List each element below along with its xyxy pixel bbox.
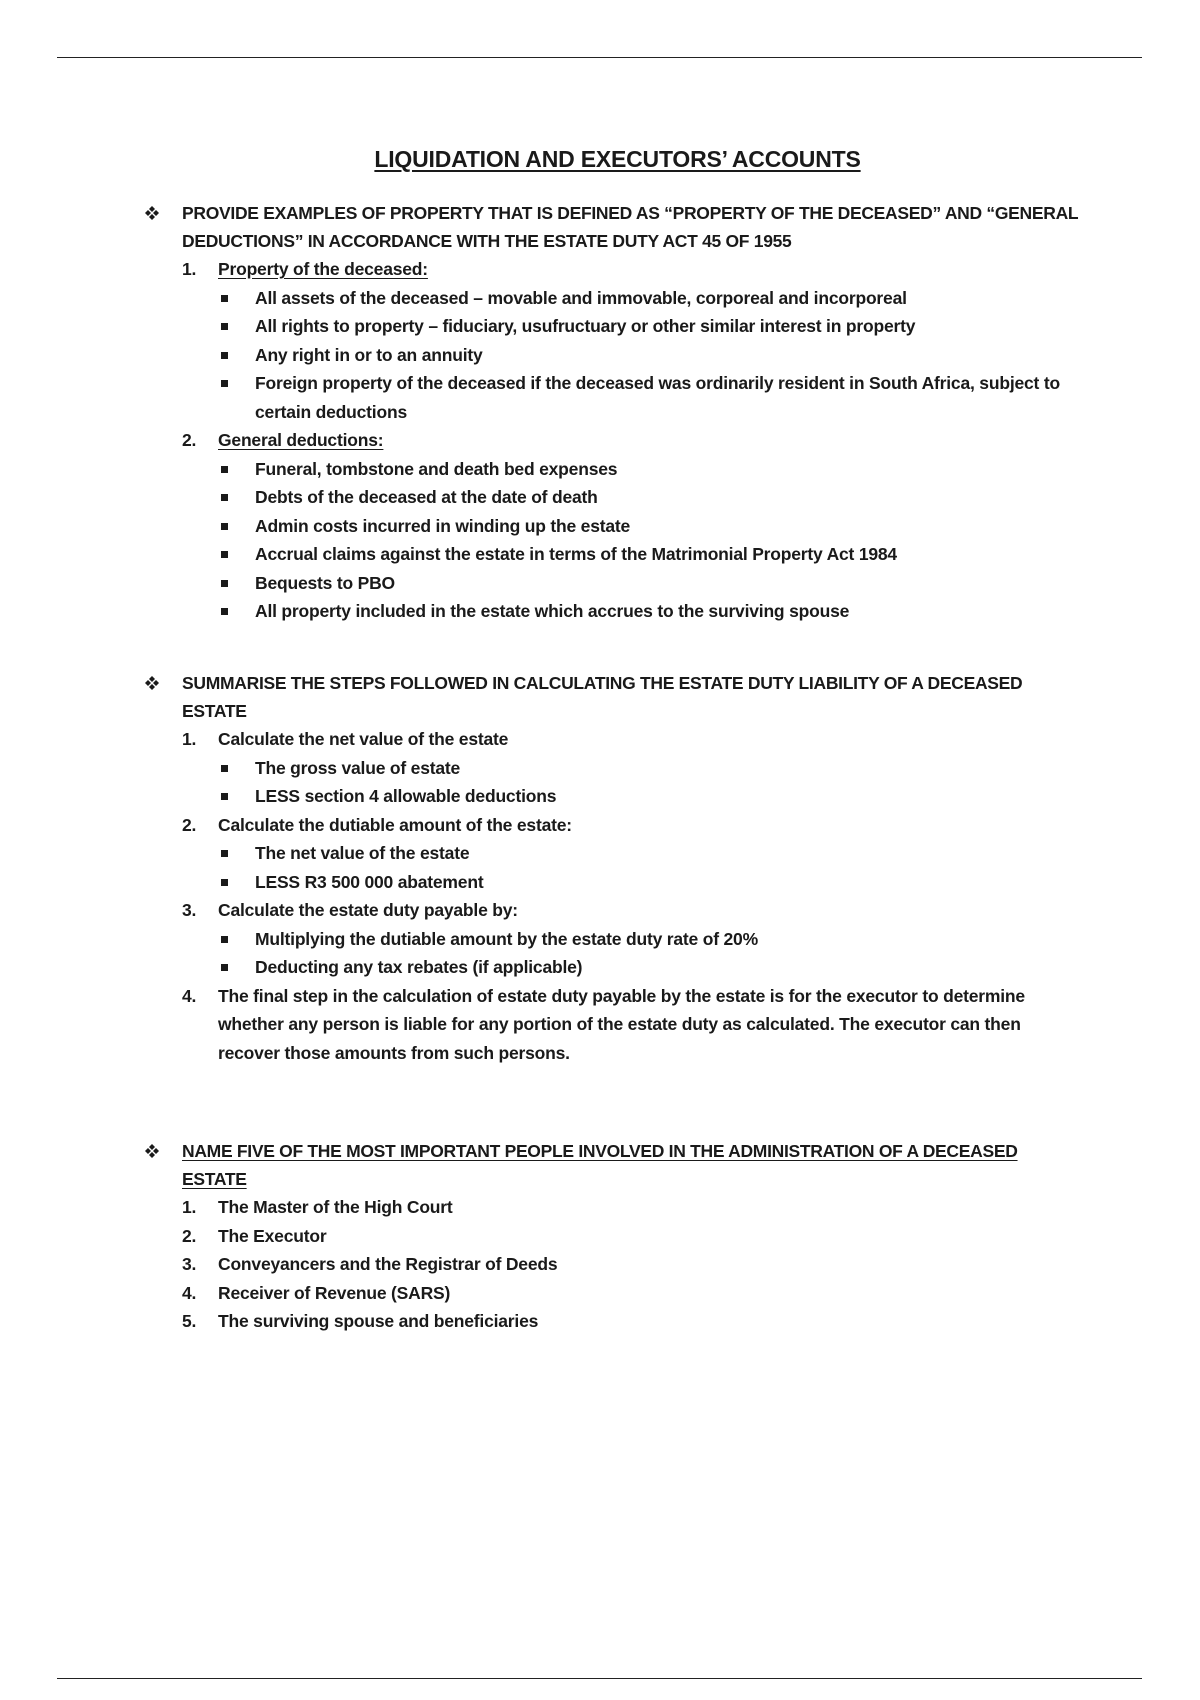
section-estate-duty-steps: [145, 669, 1085, 1067]
bullet-list: [145, 455, 1085, 626]
bullet-item: LESS R3 500 000 abatement: [145, 868, 1085, 897]
bullet-item: Bequests to PBO: [145, 569, 1085, 598]
item-heading: Property of the deceased:: [218, 259, 428, 279]
diamond-bullet-icon: [145, 206, 159, 220]
square-bullet-icon: [221, 765, 228, 772]
item-text: Receiver of Revenue (SARS): [218, 1282, 451, 1303]
list-item: [145, 896, 1085, 982]
item-heading: Calculate the net value of the estate: [218, 729, 509, 749]
footer-rule: [57, 1678, 1142, 1679]
bullet-list: [145, 754, 1085, 811]
section-question-text: NAME FIVE OF THE MOST IMPORTANT PEOPLE INVOLVED IN THE ADMINISTRATION OF A DECEASED ESTATE: [182, 1141, 1018, 1189]
bullet-item: Deducting any tax rebates (if applicable): [145, 953, 1085, 982]
list-item: [145, 1307, 1085, 1336]
item-number: 2.: [182, 814, 197, 835]
item-number: 5.: [182, 1311, 197, 1331]
item-text: The Executor: [218, 1225, 327, 1246]
square-bullet-icon: [221, 850, 228, 857]
item-number: 3.: [182, 1254, 197, 1274]
bullet-list: [145, 284, 1085, 427]
item-heading: General deductions:: [218, 430, 384, 450]
bullet-item: Accrual claims against the estate in terms of the Matrimonial Property Act 1984: [145, 540, 1085, 569]
item-heading: Calculate the dutiable amount of the estate:: [218, 814, 572, 835]
square-bullet-icon: [221, 936, 228, 943]
header-rule: [57, 57, 1142, 58]
item-text: The surviving spouse and beneficiaries: [218, 1311, 539, 1331]
square-bullet-icon: [221, 466, 228, 473]
section-question: [145, 199, 1085, 255]
bullet-item: The gross value of estate: [145, 754, 1085, 783]
square-bullet-icon: [221, 551, 228, 558]
numbered-list: [145, 725, 1085, 1067]
list-item: [145, 1193, 1085, 1222]
square-bullet-icon: [221, 793, 228, 800]
list-item: [145, 255, 1085, 426]
bullet-item: All property included in the estate which accrues to the surviving spouse: [145, 597, 1085, 626]
bullet-item: All rights to property – fiduciary, usufructuary or other similar interest in property: [145, 312, 1085, 341]
item-number: 3.: [182, 900, 197, 920]
item-number: 2.: [182, 1225, 197, 1246]
numbered-list: [145, 1193, 1085, 1336]
square-bullet-icon: [221, 352, 228, 359]
item-text: Conveyancers and the Registrar of Deeds: [218, 1254, 558, 1274]
item-number: 1.: [182, 729, 197, 749]
list-item: [145, 725, 1085, 811]
item-number: 4.: [182, 1282, 197, 1303]
bullet-item: The net value of the estate: [145, 839, 1085, 868]
square-bullet-icon: [221, 523, 228, 530]
bullet-item: Debts of the deceased at the date of death: [145, 483, 1085, 512]
section-important-people: [145, 1137, 1085, 1336]
bullet-item: Admin costs incurred in winding up the estate: [145, 512, 1085, 541]
bullet-item: Foreign property of the deceased if the deceased was ordinarily resident in South Africa, subject to certain deductions: [145, 369, 1085, 426]
item-number: 4.: [182, 985, 197, 1006]
diamond-bullet-icon: [145, 676, 159, 690]
list-item: [145, 426, 1085, 626]
bullet-item: Any right in or to an annuity: [145, 341, 1085, 370]
diamond-bullet-icon: [145, 1144, 159, 1158]
item-number: 2.: [182, 430, 197, 450]
bullet-item: LESS section 4 allowable deductions: [145, 782, 1085, 811]
bullet-item: Multiplying the dutiable amount by the estate duty rate of 20%: [145, 925, 1085, 954]
list-item: [145, 811, 1085, 897]
item-text: The Master of the High Court: [218, 1197, 453, 1217]
list-item: [145, 982, 1085, 1068]
bullet-list: [145, 925, 1085, 982]
list-item: [145, 1250, 1085, 1279]
square-bullet-icon: [221, 494, 228, 501]
section-property-deductions: [145, 199, 1085, 626]
bullet-item: All assets of the deceased – movable and immovable, corporeal and incorporeal: [145, 284, 1085, 313]
numbered-list: [145, 255, 1085, 626]
list-item: [145, 1279, 1085, 1308]
list-item: [145, 1222, 1085, 1251]
item-number: 1.: [182, 259, 197, 279]
page-title: LIQUIDATION AND EXECUTORS’ ACCOUNTS: [374, 146, 861, 172]
item-number: 1.: [182, 1197, 197, 1217]
square-bullet-icon: [221, 879, 228, 886]
bullet-item: Funeral, tombstone and death bed expenses: [145, 455, 1085, 484]
item-text: The final step in the calculation of estate duty payable by the estate is for the executor to determine whether any person is liable for any portion of the estate duty as calculated. The executor can then recover those amounts from such persons.: [218, 985, 1025, 1063]
square-bullet-icon: [221, 295, 228, 302]
item-heading: Calculate the estate duty payable by:: [218, 900, 518, 920]
bullet-list: [145, 839, 1085, 896]
square-bullet-icon: [221, 580, 228, 587]
square-bullet-icon: [221, 608, 228, 615]
square-bullet-icon: [221, 323, 228, 330]
section-question: [145, 669, 1085, 725]
section-question-text: SUMMARISE THE STEPS FOLLOWED IN CALCULATING THE ESTATE DUTY LIABILITY OF A DECEASED ESTATE: [182, 673, 1023, 721]
section-question-text: PROVIDE EXAMPLES OF PROPERTY THAT IS DEFINED AS “PROPERTY OF THE DECEASED” AND “GENERAL DEDUCTIONS” IN ACCORDANCE WITH THE ESTATE DUTY ACT 45 OF 1955: [182, 203, 1079, 251]
square-bullet-icon: [221, 964, 228, 971]
section-question: [145, 1137, 1085, 1193]
square-bullet-icon: [221, 380, 228, 387]
